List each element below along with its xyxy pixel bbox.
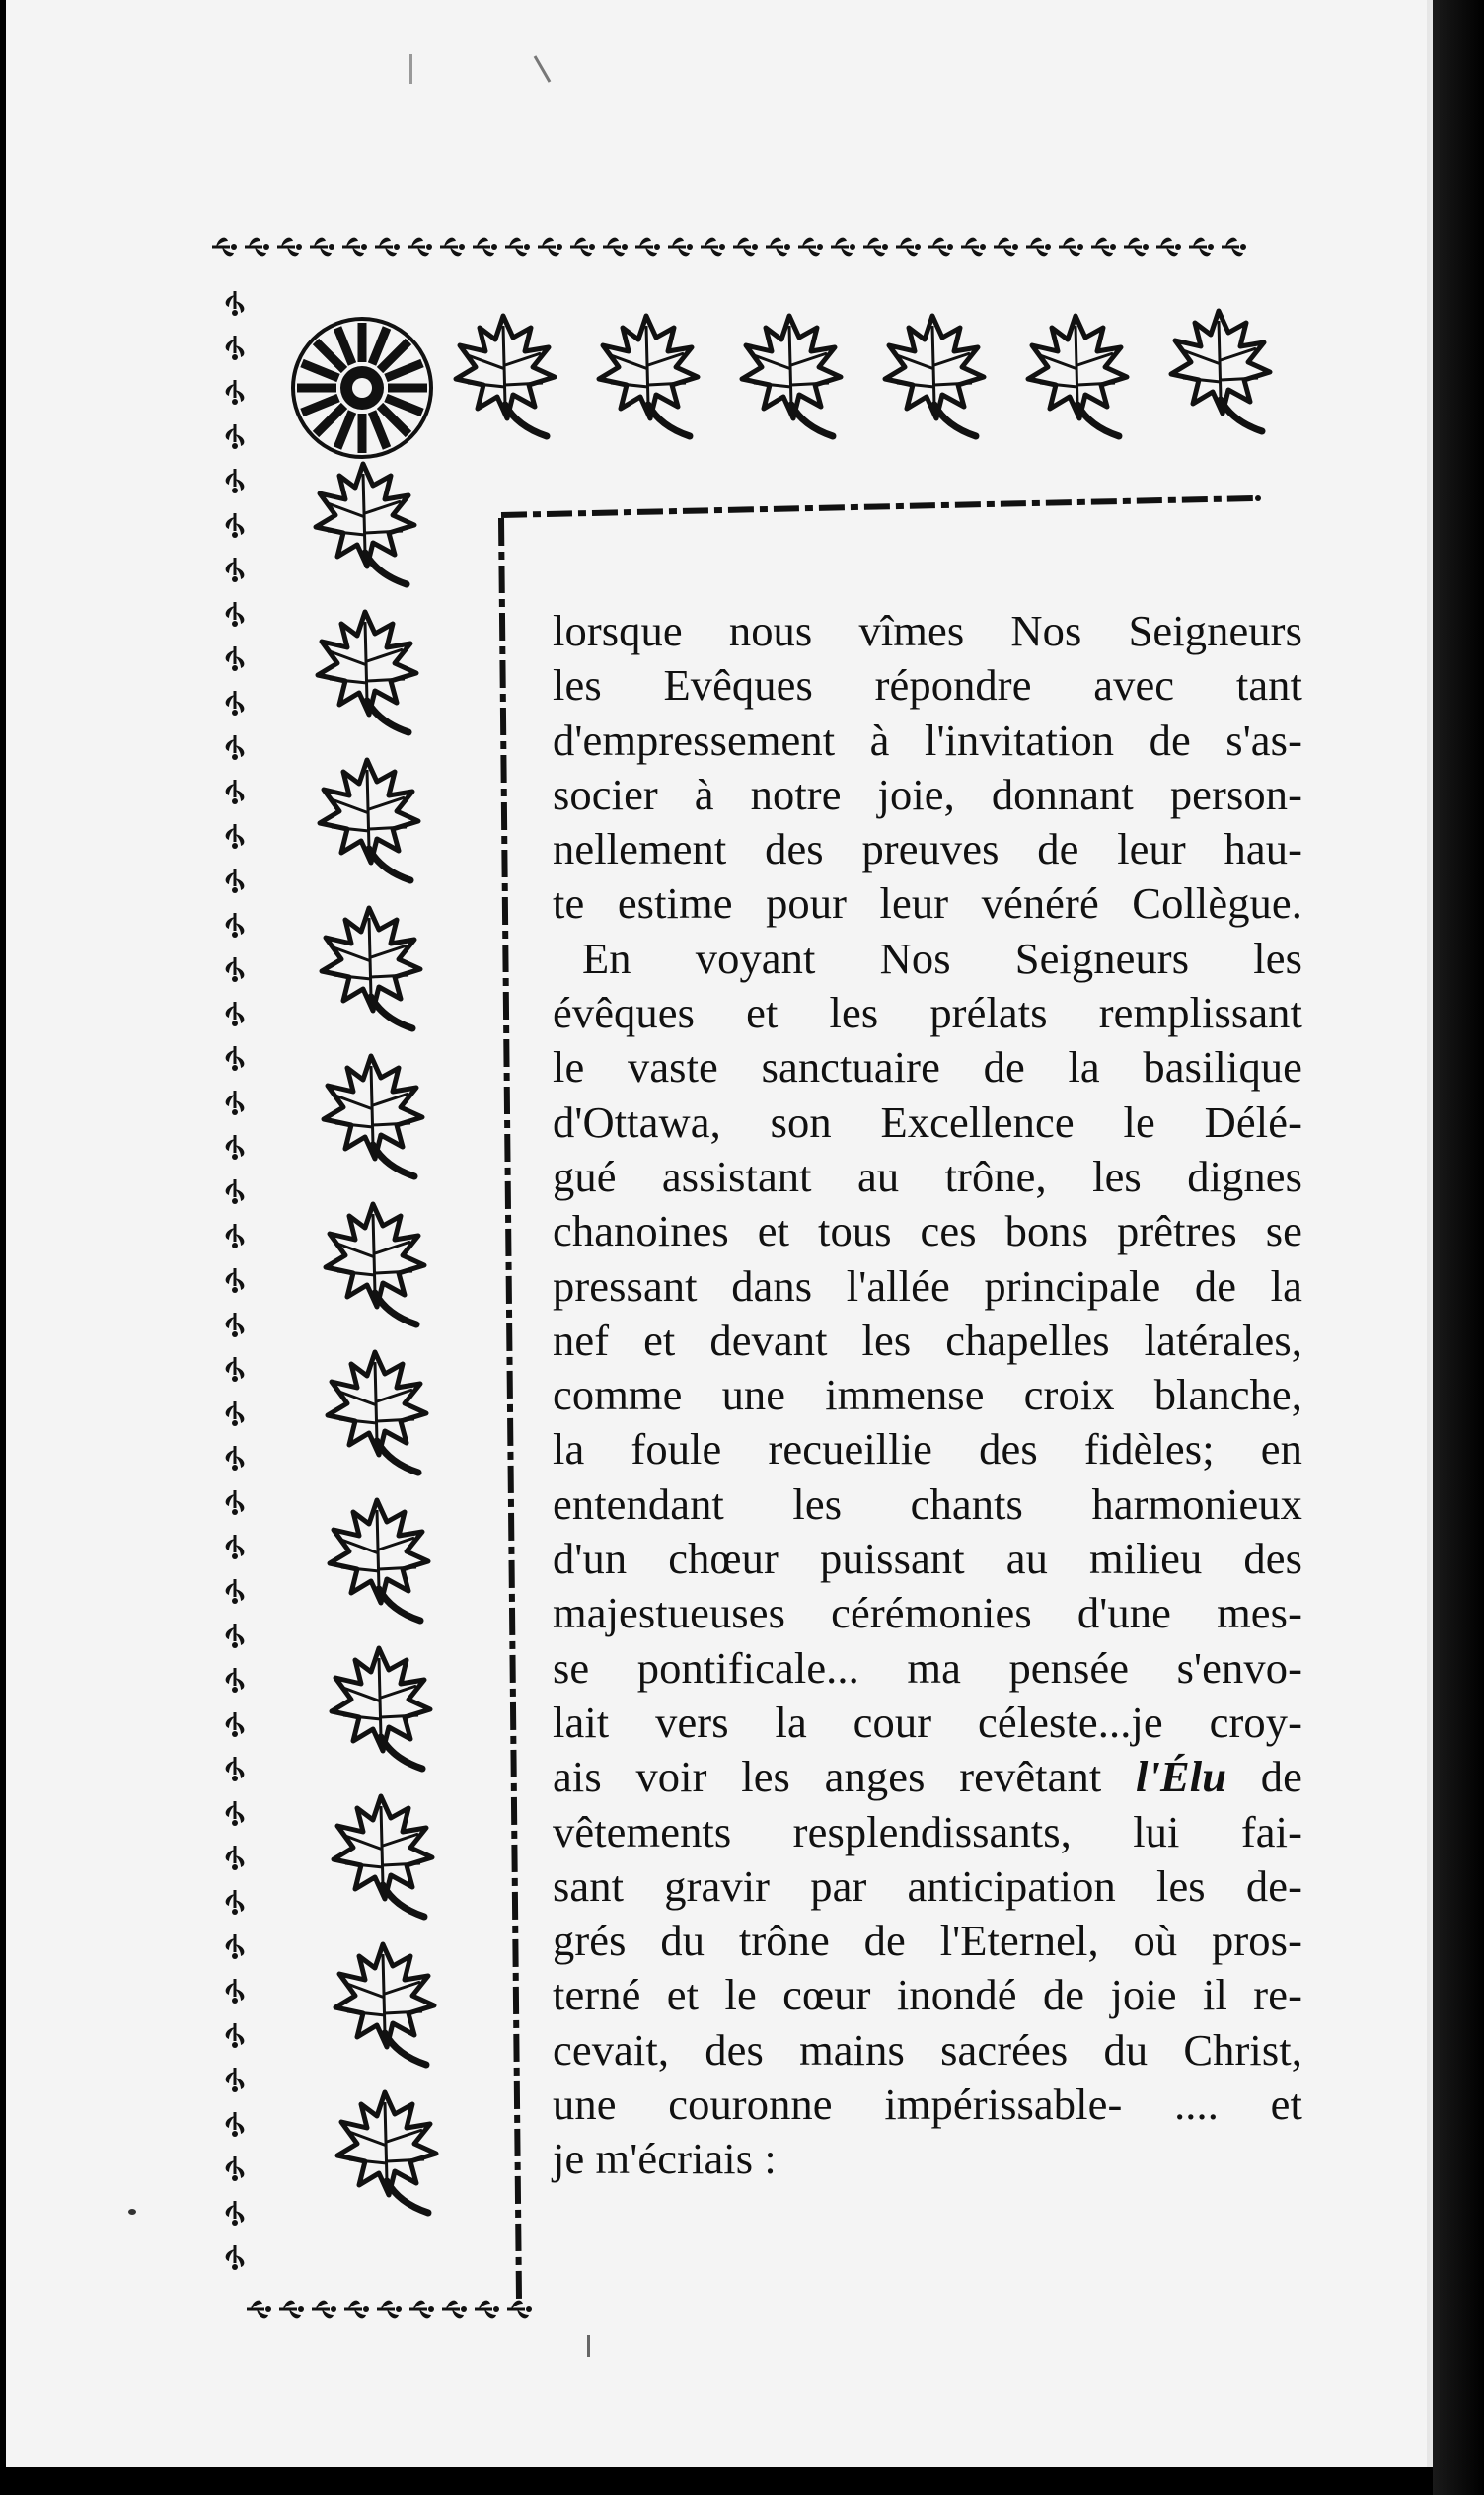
text-line: se pontificale... ma pensée s'envo-	[553, 1642, 1302, 1693]
text-line: grés du trône de l'Eternel, où pros-	[553, 1916, 1302, 1966]
text-line: évêques et les prélats remplissant	[553, 988, 1302, 1038]
text-segment: ais voir les anges revêtant	[553, 1752, 1102, 1802]
text-line: lait vers la cour céleste...je croy-	[553, 1697, 1302, 1747]
text-line: cevait, des mains sacrées du Christ,	[553, 2024, 1302, 2075]
text-line: gué assistant au trône, les dignes	[553, 1151, 1302, 1201]
text-line: entendant les chants harmonieux	[553, 1478, 1302, 1529]
left-sprig-band	[226, 291, 245, 2270]
bottom-sprig-band	[247, 2301, 532, 2319]
text-line: comme une immense croix blanche,	[553, 1370, 1302, 1420]
top-sprig-band	[212, 238, 1246, 257]
italic-word: l'Élu	[1136, 1752, 1227, 1802]
body-text	[553, 604, 1302, 2187]
text-line: nef et devant les chapelles latérales,	[553, 1315, 1302, 1365]
corner-rosette	[293, 319, 431, 457]
text-line: majestueuses cérémonies d'une mes-	[553, 1588, 1302, 1638]
text-line: chanoines et tous ces bons prêtres se	[553, 1206, 1302, 1256]
text-line: socier à notre joie, donnant person-	[553, 769, 1302, 819]
left-leaf-column	[316, 464, 436, 2213]
text-line: terné et le cœur inondé de joie il re-	[553, 1970, 1302, 2020]
text-line: te estime pour leur vénéré Collègue.	[553, 878, 1302, 929]
text-line: nellement des preuves de leur hau-	[553, 824, 1302, 874]
text-line: la foule recueillie des fidèles; en	[553, 1424, 1302, 1474]
text-segment: de	[1260, 1752, 1302, 1802]
text-line: d'un chœur puissant au milieu des	[553, 1534, 1302, 1584]
top-leaf-row	[456, 311, 1270, 436]
text-line: une couronne impérissable- .... et	[553, 2079, 1302, 2130]
text-line: En voyant Nos Seigneurs les	[582, 933, 1302, 983]
text-line: les Evêques répondre avec tant	[553, 660, 1302, 711]
text-line-with-italic	[553, 1750, 1302, 1804]
text-line: vêtements resplendissants, lui fai-	[553, 1806, 1302, 1856]
text-line: le vaste sanctuaire de la basilique	[553, 1042, 1302, 1093]
text-line: d'Ottawa, son Excellence le Délé-	[553, 1096, 1302, 1147]
text-line: sant gravir par anticipation les de-	[553, 1860, 1302, 1911]
text-line: je m'écriais :	[553, 2134, 777, 2184]
text-line: lorsque nous vîmes Nos Seigneurs	[553, 606, 1302, 655]
text-line: pressant dans l'allée principale de la	[553, 1260, 1302, 1311]
text-line: d'empressement à l'invitation de s'as-	[553, 715, 1302, 765]
